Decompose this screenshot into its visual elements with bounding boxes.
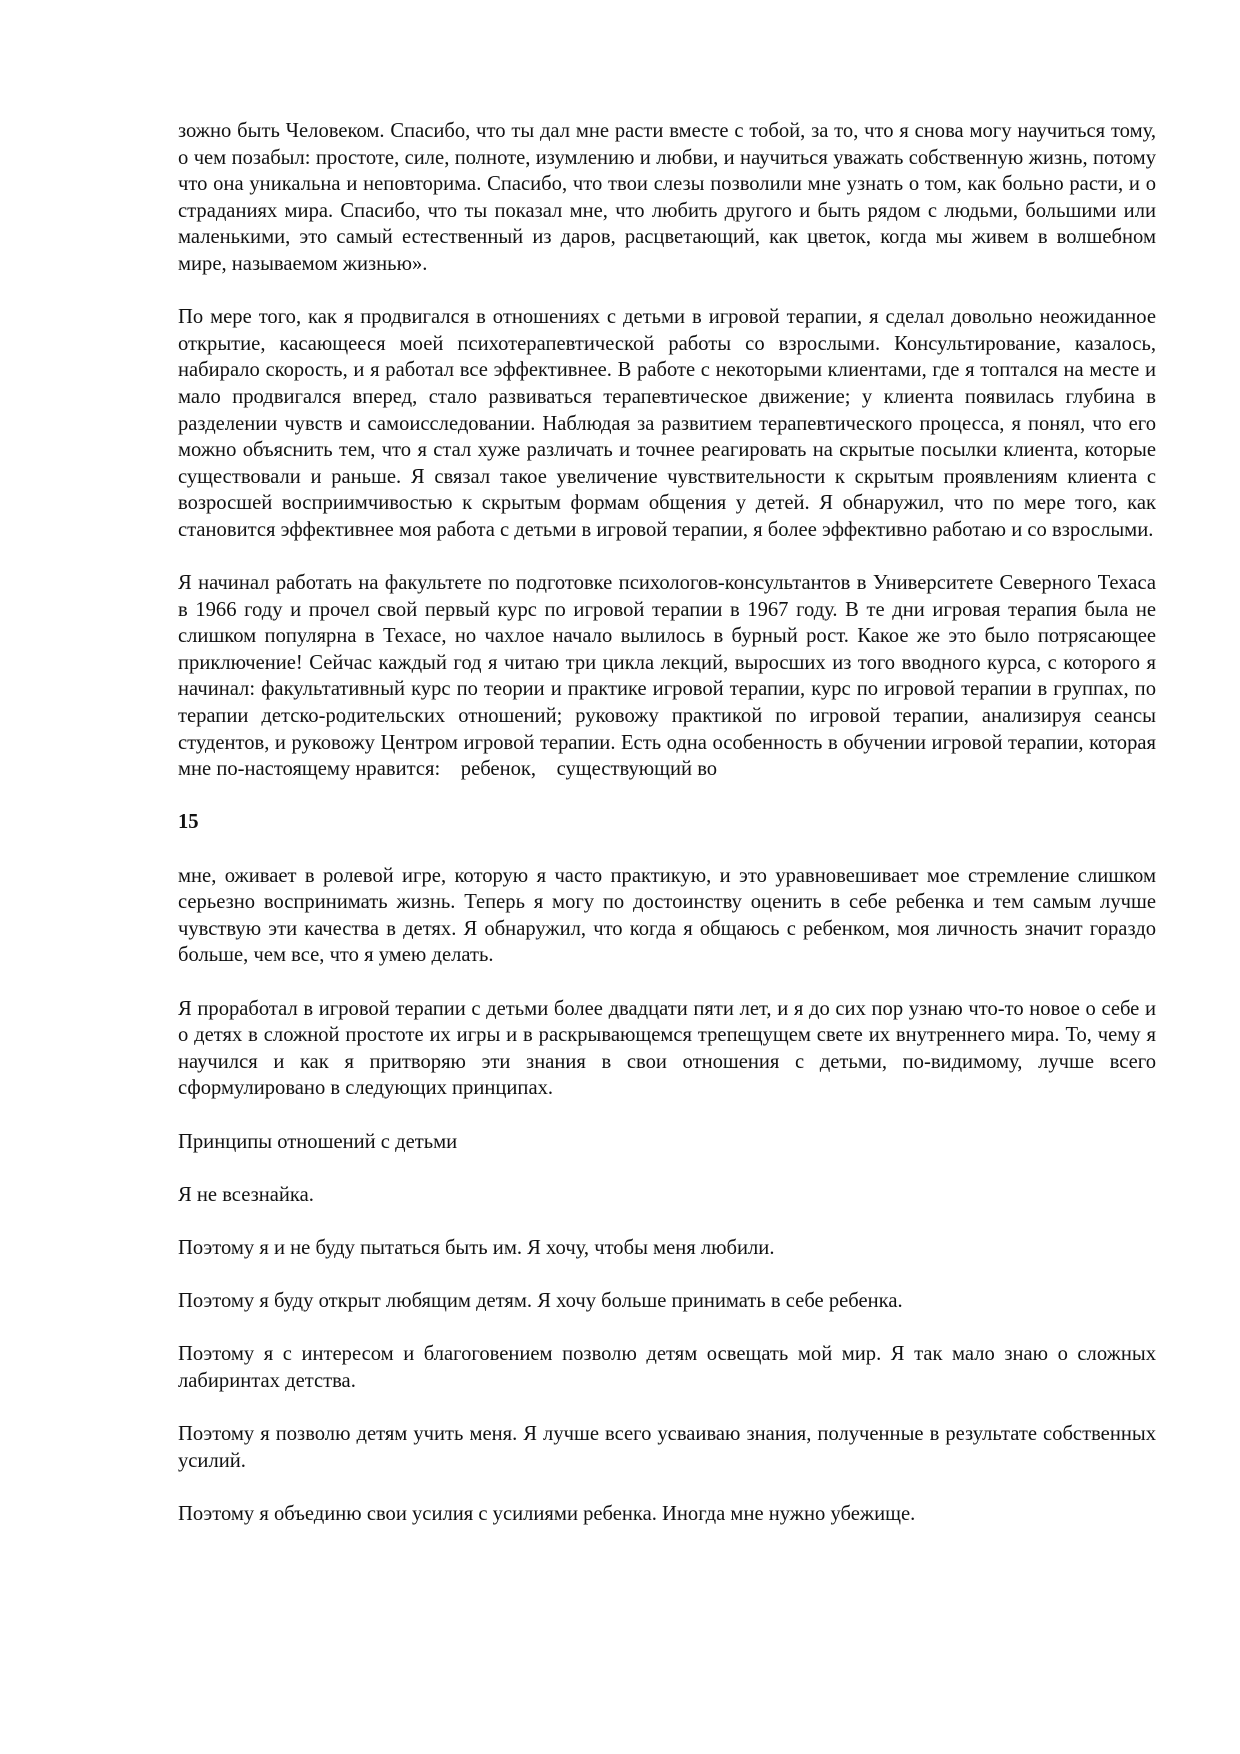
paragraph: зожно быть Человеком. Спасибо, что ты дал мне расти вместе с тобой, за то, что я снова могу научиться тому, о чем позабыл: простоте, силе, полноте, изумлению и любви, и научиться уважать собственную жизнь, потому что она уникальна и неповторима. Спасибо, что твои слезы позволили мне узнать о том, как больно расти, и о страданиях мира. Спасибо, что ты показал мне, что любить другого и быть рядом с людьми, большими или маленькими, это самый естественный из даров, расцветающий, как цветок, когда мы живем в волшебном мире, называемом жизнью». bbox=[178, 120, 1156, 275]
section-heading: Принципы отношений с детьми bbox=[178, 1130, 458, 1153]
principle-item: Я не всезнайка. bbox=[178, 1183, 314, 1206]
paragraph: мне, оживает в ролевой игре, которую я часто практикую, и это уравновешивает мое стремление слишком серьезно воспринимать жизнь. Теперь я могу по достоинству оценить в себе ребенка и тем самым лучше чувствую эти качества в детях. Я обнаружил, что когда я общаюсь с ребенком, моя личность значит гораздо больше, чем все, что я умею делать. bbox=[178, 864, 1156, 967]
paragraph: Я проработал в игровой терапии с детьми более двадцати пяти лет, и я до сих пор узнаю что-то новое о себе и о детях в сложной простоте их игры и в раскрывающемся трепещущем свете их внутреннего мира. То, чему я научился и как я притворяю эти знания в свои отношения с детьми, по-видимому, лучше всего сформулировано в следующих принципах. bbox=[178, 997, 1156, 1100]
principle-item: Поэтому я позволю детям учить меня. Я лучше всего усваиваю знания, полученные в результате собственных усилий. bbox=[178, 1423, 1156, 1472]
principle-item: Поэтому я объединю свои усилия с усилиями ребенка. Иногда мне нужно убежище. bbox=[178, 1502, 916, 1525]
paragraph: Я начинал работать на факультете по подготовке психологов-консультантов в Университете Северного Техаса в 1966 году и прочел свой первый курс по игровой терапии в 1967 году. В те дни игровая терапия была не слишком популярна в Техасе, но чахлое начало вылилось в бурный рост. Какое же это было потрясающее приключение! Сейчас каждый год я читаю три цикла лекций, выросших из того вводного курса, с которого я начинал: факультативный курс по теории и практике игровой терапии, курс по игровой терапии в группах, по терапии детско-родительских отношений; руковожу практикой по игровой терапии, анализируя сеансы студентов, и руковожу Центром игровой терапии. Есть одна особенность в обучении игровой терапии, которая мне по-настоящему нравится: ребенок, существующий во bbox=[178, 572, 1162, 781]
principle-item: Поэтому я буду открыт любящим детям. Я хочу больше принимать в себе ребенка. bbox=[178, 1290, 903, 1313]
principle-item: Поэтому я с интересом и благоговением позволю детям освещать мой мир. Я так мало знаю о сложных лабиринтах детства. bbox=[178, 1343, 1156, 1392]
principle-item: Поэтому я и не буду пытаться быть им. Я хочу, чтобы меня любили. bbox=[178, 1236, 775, 1259]
page-number: 15 bbox=[178, 811, 199, 834]
document-page bbox=[178, 118, 1162, 1554]
paragraph: По мере того, как я продвигался в отношениях с детьми в игровой терапии, я сделал довольно неожиданное открытие, касающееся моей психотерапевтической работы со взрослыми. Консультирование, казалось, набирало скорость, и я работал все эффективнее. В работе с некоторыми клиентами, где я топтался на месте и мало продвигался вперед, стало развиваться терапевтическое движение; у клиента появилась глубина в разделении чувств и самоисследовании. Наблюдая за развитием терапевтического процесса, я понял, что его можно объяснить тем, что я стал хуже различать и точнее реагировать на скрытые посылки клиента, которые существовали и раньше. Я связал такое увеличение чувствительности к скрытым проявлениям клиента с возросшей восприимчивостью к скрытым формам общения у детей. Я обнаружил, что по мере того, как становится эффективнее моя работа с детьми в игровой терапии, я более эффективно работаю и со взрослыми. bbox=[178, 306, 1156, 541]
